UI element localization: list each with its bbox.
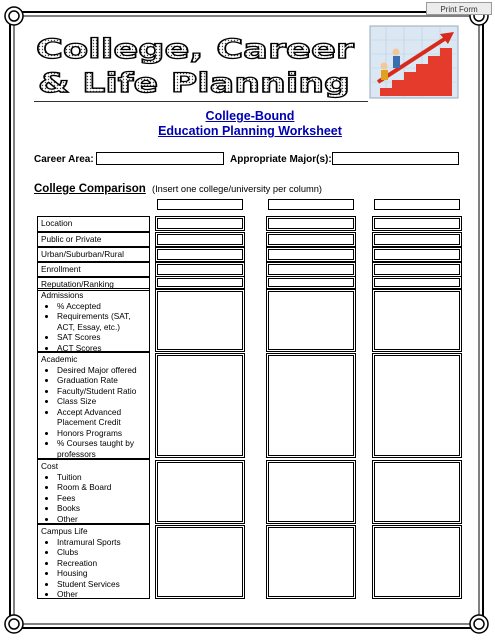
climbing-stairs-illustration [366, 22, 464, 102]
admissions-title: Admissions [41, 290, 84, 300]
list-item: • Graduation Rate [57, 375, 146, 386]
list-item: • Class Size [57, 396, 146, 407]
row-label-reputation: Reputation/Ranking [37, 277, 150, 291]
cell-c3-campus-life[interactable] [374, 527, 460, 597]
list-item: • Desired Major offered [57, 365, 146, 376]
list-item: • % Courses taught by professors [57, 438, 146, 459]
majors-field[interactable] [332, 152, 459, 165]
academic-title: Academic [41, 354, 78, 364]
row-label-location: Location [37, 216, 150, 232]
cell-c3-admissions[interactable] [374, 291, 460, 350]
list-item: • Intramural Sports [57, 537, 146, 548]
cell-c3-public-private[interactable] [374, 234, 460, 245]
cell-c3-cost[interactable] [374, 462, 460, 522]
cell-c2-admissions[interactable] [268, 291, 354, 350]
list-item: • % Accepted [57, 301, 146, 312]
cell-c1-enrollment[interactable] [157, 264, 243, 275]
list-item: • Room & Board [57, 482, 146, 493]
cell-c2-campus-life[interactable] [268, 527, 354, 597]
cell-c1-reputation[interactable] [157, 278, 243, 287]
list-item: • Fees [57, 493, 146, 504]
cell-c1-urban[interactable] [157, 249, 243, 260]
list-item: • Student Services [57, 579, 146, 590]
cell-c3-urban[interactable] [374, 249, 460, 260]
campus-life-title: Campus Life [41, 526, 88, 536]
list-item: • Recreation [57, 558, 146, 569]
career-area-field[interactable] [96, 152, 224, 165]
cell-c2-urban[interactable] [268, 249, 354, 260]
majors-label: Appropriate Major(s): [230, 154, 332, 165]
cell-c3-enrollment[interactable] [374, 264, 460, 275]
print-form-button[interactable]: Print Form [426, 2, 492, 15]
cell-c3-reputation[interactable] [374, 278, 460, 287]
page-title [26, 30, 366, 100]
college-name-field-2[interactable] [268, 199, 354, 210]
career-area-label: Career Area: [34, 154, 94, 165]
list-item: • Books [57, 503, 146, 514]
cell-c2-cost[interactable] [268, 462, 354, 522]
list-item: • Other [57, 514, 146, 525]
row-label-urban: Urban/Suburban/Rural [37, 247, 150, 262]
list-item: • SAT Scores [57, 332, 146, 343]
cell-c3-academic[interactable] [374, 355, 460, 456]
list-item: • ACT Scores [57, 343, 146, 353]
row-label-admissions [37, 288, 150, 352]
cell-c3-location[interactable] [374, 218, 460, 229]
list-item: • Requirements (SAT, ACT, Essay, etc.) [57, 311, 146, 332]
cell-c2-public-private[interactable] [268, 234, 354, 245]
row-label-campus-life [37, 524, 150, 599]
cell-c2-location[interactable] [268, 218, 354, 229]
list-item: • Housing [57, 568, 146, 579]
row-label-cost [37, 459, 150, 524]
row-label-public-private: Public or Private [37, 232, 150, 247]
heading-line-1: College-Bound [205, 109, 295, 123]
cell-c1-public-private[interactable] [157, 234, 243, 245]
cell-c1-admissions[interactable] [157, 291, 243, 350]
college-name-field-3[interactable] [374, 199, 460, 210]
list-item: • Clubs [57, 547, 146, 558]
cell-c1-cost[interactable] [157, 462, 243, 522]
cell-c1-location[interactable] [157, 218, 243, 229]
college-comparison-note: (Insert one college/university per column) [152, 184, 323, 194]
list-item: • Honors Programs [57, 428, 146, 439]
title-line-1: College, Career [36, 34, 355, 65]
cell-c2-enrollment[interactable] [268, 264, 354, 275]
cell-c1-campus-life[interactable] [157, 527, 243, 597]
row-label-enrollment: Enrollment [37, 262, 150, 277]
cell-c2-reputation[interactable] [268, 278, 354, 287]
college-comparison-title: College Comparison [34, 183, 146, 195]
cell-c2-academic[interactable] [268, 355, 354, 456]
cost-title: Cost [41, 461, 59, 471]
list-item: • Faculty/Student Ratio [57, 386, 146, 397]
title-rule [34, 101, 368, 102]
title-line-2: & Life Planning [38, 68, 350, 99]
heading-line-2: Education Planning Worksheet [158, 124, 342, 138]
cell-c1-academic[interactable] [157, 355, 243, 456]
list-item: • Other [57, 589, 146, 599]
college-name-field-1[interactable] [157, 199, 243, 210]
list-item: • Accept Advanced Placement Credit [57, 407, 146, 428]
list-item: • Tuition [57, 472, 146, 483]
row-label-academic [37, 352, 150, 459]
